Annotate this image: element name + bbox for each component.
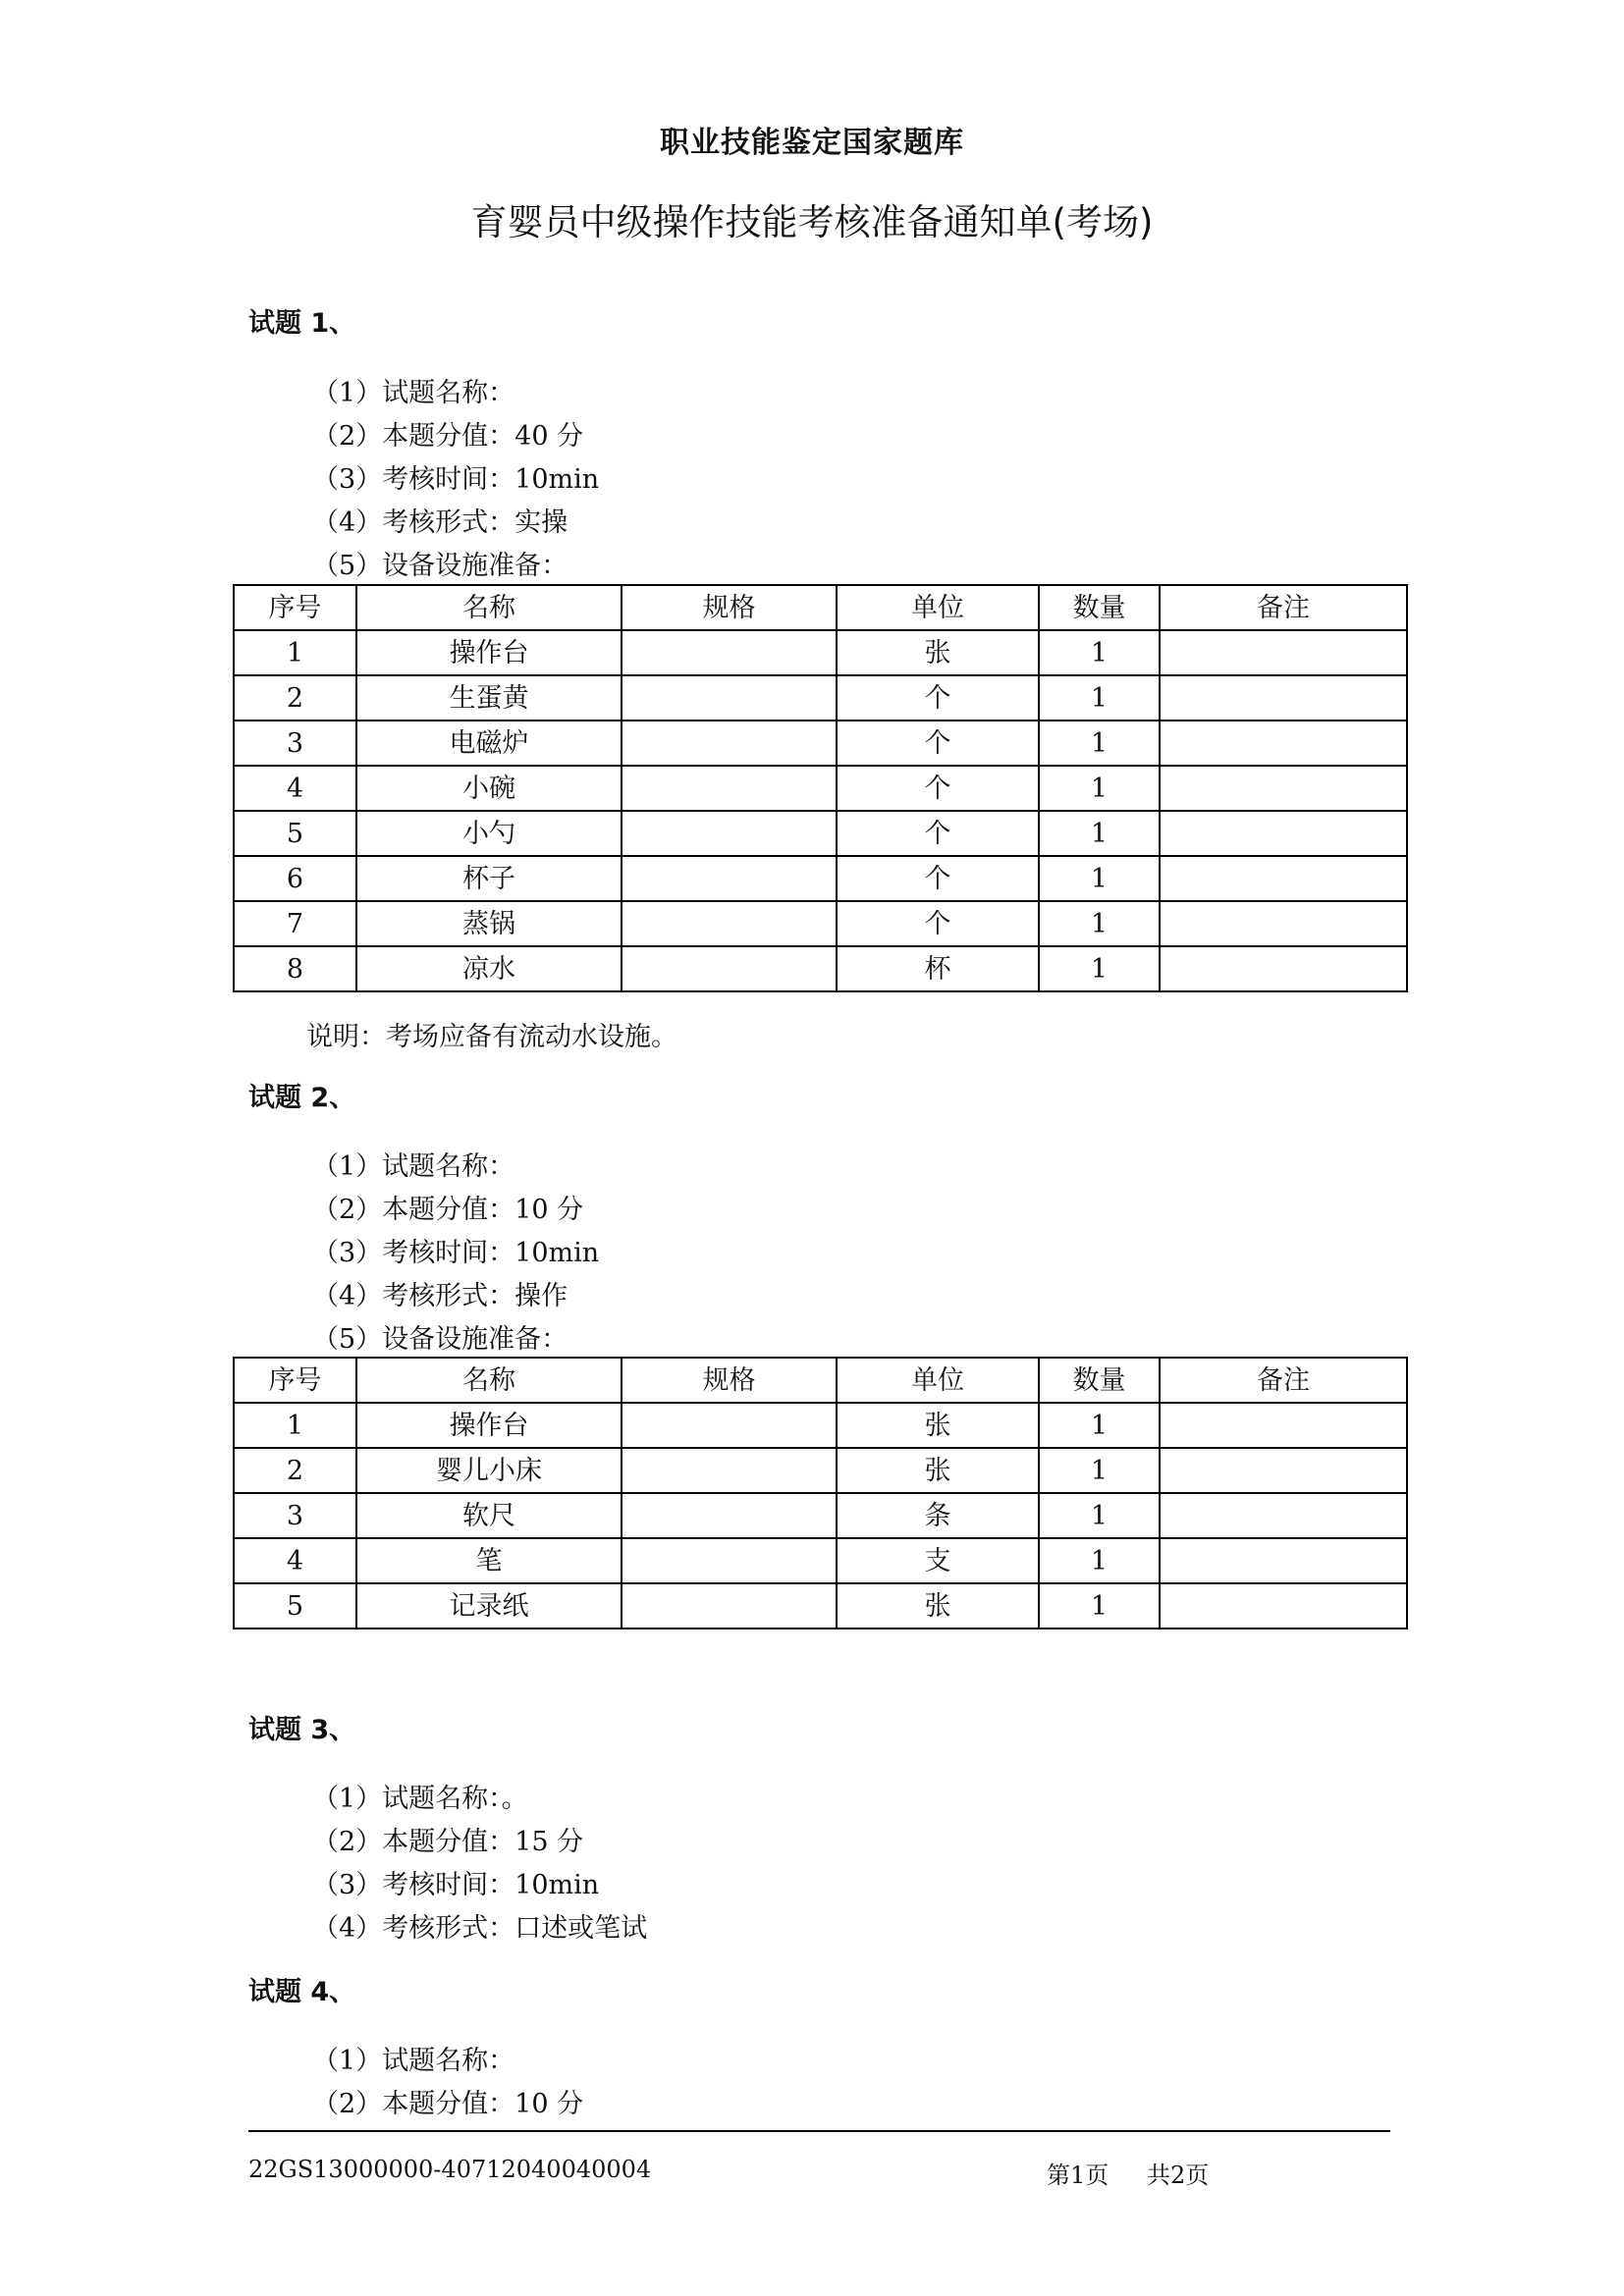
header-spec: 规格 [622,1358,837,1403]
header-quantity: 数量 [1039,1358,1160,1403]
cell-quantity: 1 [1039,901,1160,946]
cell-spec [622,856,837,901]
q2-item-time: （3）考核时间：10min [312,1238,600,1268]
cell-index: 7 [234,901,356,946]
cell-unit: 张 [837,1448,1039,1493]
cell-remark [1160,811,1407,856]
cell-name: 电磁炉 [356,721,622,766]
cell-index: 5 [234,811,356,856]
cell-spec [622,811,837,856]
cell-spec [622,901,837,946]
table-row [234,766,1407,811]
cell-remark [1160,901,1407,946]
cell-quantity: 1 [1039,1493,1160,1538]
q2-item-form: （4）考核形式：操作 [312,1281,568,1311]
header-name: 名称 [356,585,622,630]
cell-remark [1160,721,1407,766]
cell-unit: 杯 [837,946,1039,991]
cell-quantity: 1 [1039,630,1160,675]
cell-quantity: 1 [1039,811,1160,856]
cell-spec [622,1493,837,1538]
cell-spec [622,721,837,766]
cell-quantity: 1 [1039,1538,1160,1583]
q1-item-score: （2）本题分值：40 分 [312,421,584,452]
header-spec: 规格 [622,585,837,630]
header-remark: 备注 [1160,1358,1407,1403]
cell-index: 8 [234,946,356,991]
table-header-row [234,1358,1407,1403]
cell-unit: 个 [837,901,1039,946]
cell-index: 2 [234,675,356,721]
footer-document-code: 22GS13000000-40712040040004 [248,2156,652,2183]
header-index: 序号 [234,1358,356,1403]
table-row [234,901,1407,946]
q1-item-form: （4）考核形式：实操 [312,507,568,538]
cell-unit: 条 [837,1493,1039,1538]
cell-index: 3 [234,1493,356,1538]
table-row [234,1403,1407,1448]
cell-remark [1160,946,1407,991]
question-4-heading: 试题 4、 [248,1977,356,2007]
q4-item-score: （2）本题分值：10 分 [312,2089,584,2119]
cell-name: 婴儿小床 [356,1448,622,1493]
cell-name: 杯子 [356,856,622,901]
cell-index: 4 [234,1538,356,1583]
cell-name: 生蛋黄 [356,675,622,721]
cell-spec [622,675,837,721]
cell-unit: 个 [837,675,1039,721]
footer-divider [248,2130,1390,2132]
cell-remark [1160,675,1407,721]
header-unit: 单位 [837,1358,1039,1403]
q2-item-equipment: （5）设备设施准备： [312,1324,568,1355]
table-row [234,721,1407,766]
header-index: 序号 [234,585,356,630]
q1-item-time: （3）考核时间：10min [312,464,600,495]
document-title: 职业技能鉴定国家题库 [660,126,964,160]
cell-name: 操作台 [356,1403,622,1448]
table-row [234,811,1407,856]
cell-name: 笔 [356,1538,622,1583]
header-quantity: 数量 [1039,585,1160,630]
table-row [234,1493,1407,1538]
cell-spec [622,766,837,811]
q1-item-equipment: （5）设备设施准备： [312,551,568,581]
cell-remark [1160,766,1407,811]
table-row [234,675,1407,721]
cell-spec [622,1403,837,1448]
cell-index: 5 [234,1583,356,1629]
footer-page-number: 第1页 [1047,2162,1110,2189]
cell-remark [1160,1583,1407,1629]
cell-unit: 个 [837,721,1039,766]
cell-quantity: 1 [1039,1448,1160,1493]
cell-unit: 张 [837,630,1039,675]
cell-remark [1160,856,1407,901]
cell-quantity: 1 [1039,856,1160,901]
cell-spec [622,946,837,991]
question-2-heading: 试题 2、 [248,1083,356,1113]
q3-item-score: （2）本题分值：15 分 [312,1827,584,1857]
table-row [234,1583,1407,1629]
footer-page-total: 共2页 [1147,2162,1210,2189]
cell-unit: 个 [837,766,1039,811]
cell-unit: 张 [837,1403,1039,1448]
cell-quantity: 1 [1039,1403,1160,1448]
document-subtitle: 育婴员中级操作技能考核准备通知单(考场) [470,201,1154,243]
cell-remark [1160,630,1407,675]
header-remark: 备注 [1160,585,1407,630]
table-row [234,630,1407,675]
cell-spec [622,1583,837,1629]
cell-unit: 支 [837,1538,1039,1583]
q4-item-name: （1）试题名称： [312,2046,515,2076]
q1-item-name: （1）试题名称： [312,378,515,408]
table-header-row [234,585,1407,630]
cell-quantity: 1 [1039,1583,1160,1629]
cell-index: 3 [234,721,356,766]
table-row [234,856,1407,901]
q3-item-name: （1）试题名称：。 [312,1784,528,1814]
cell-name: 记录纸 [356,1583,622,1629]
header-name: 名称 [356,1358,622,1403]
q2-equipment-table [233,1357,1408,1629]
table-row [234,1448,1407,1493]
q3-item-time: （3）考核时间：10min [312,1870,600,1900]
cell-index: 1 [234,1403,356,1448]
cell-remark [1160,1403,1407,1448]
cell-remark [1160,1448,1407,1493]
cell-quantity: 1 [1039,721,1160,766]
question-1-heading: 试题 1、 [248,308,356,339]
q1-equipment-table [233,584,1408,992]
cell-name: 蒸锅 [356,901,622,946]
cell-name: 凉水 [356,946,622,991]
cell-name: 小碗 [356,766,622,811]
table-row [234,946,1407,991]
cell-index: 6 [234,856,356,901]
q2-item-score: （2）本题分值：10 分 [312,1195,584,1225]
table-row [234,1538,1407,1583]
q1-note: 说明：考场应备有流动水设施。 [306,1022,677,1052]
q3-item-form: （4）考核形式：口述或笔试 [312,1913,648,1944]
cell-spec [622,1538,837,1583]
cell-remark [1160,1493,1407,1538]
cell-index: 1 [234,630,356,675]
cell-unit: 张 [837,1583,1039,1629]
q2-item-name: （1）试题名称： [312,1151,515,1182]
question-3-heading: 试题 3、 [248,1715,356,1745]
cell-quantity: 1 [1039,946,1160,991]
header-unit: 单位 [837,585,1039,630]
cell-index: 4 [234,766,356,811]
cell-spec [622,630,837,675]
cell-quantity: 1 [1039,766,1160,811]
cell-name: 软尺 [356,1493,622,1538]
cell-remark [1160,1538,1407,1583]
cell-index: 2 [234,1448,356,1493]
cell-unit: 个 [837,856,1039,901]
cell-name: 操作台 [356,630,622,675]
cell-name: 小勺 [356,811,622,856]
cell-unit: 个 [837,811,1039,856]
cell-spec [622,1448,837,1493]
cell-quantity: 1 [1039,675,1160,721]
